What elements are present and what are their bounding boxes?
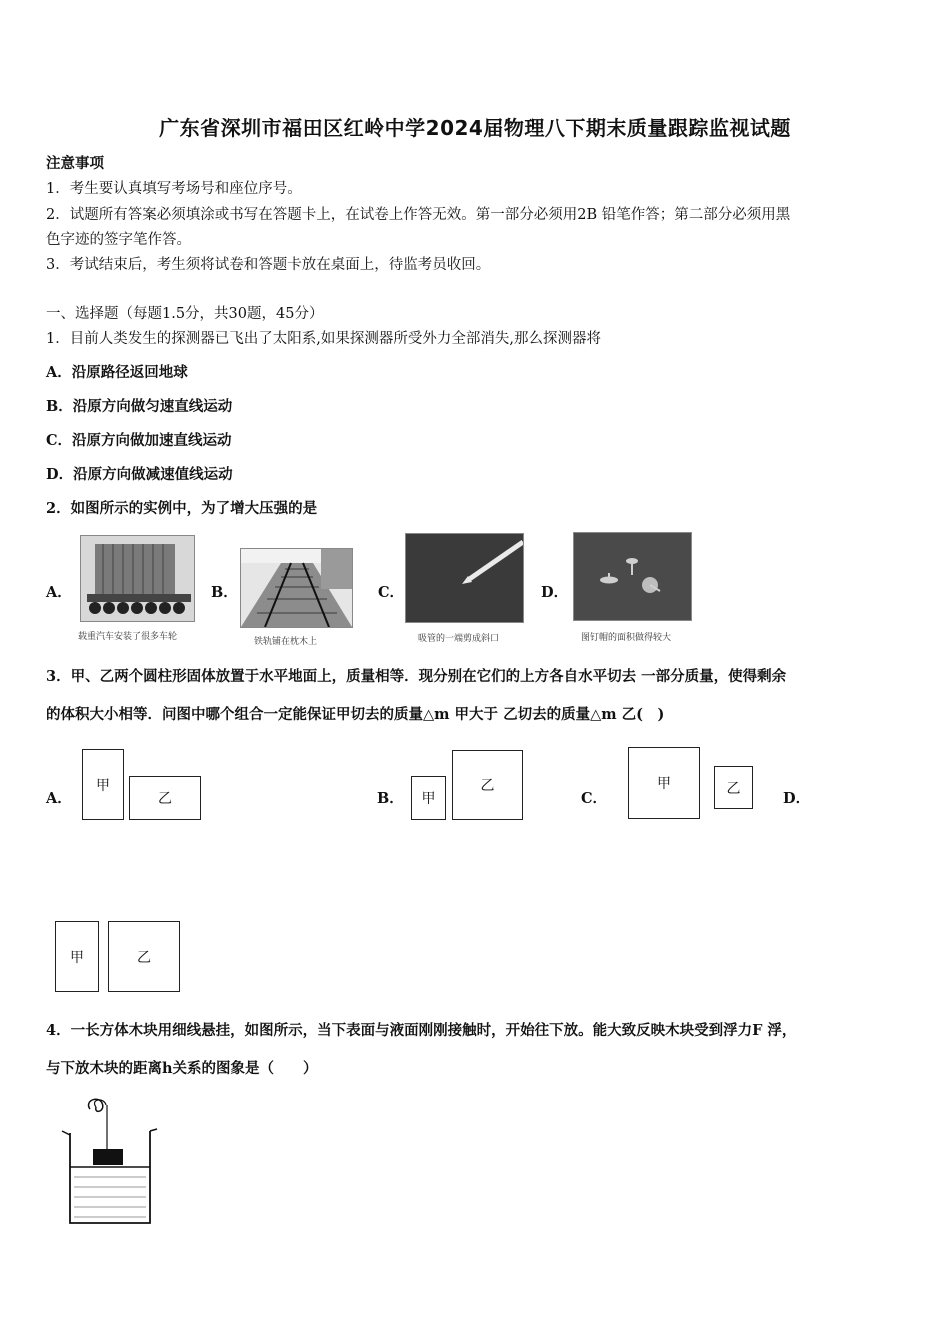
notice-item: 色字迹的签字笔作答。: [46, 232, 191, 248]
q3-stem-line1: 3．甲、乙两个圆柱形固体放置于水平地面上，质量相等．现分别在它们的上方各自水平切去 一部分质量，使得剩余: [46, 668, 787, 685]
beaker-diagram: [60, 1093, 160, 1228]
q1-option-a: A．沿原路径返回地球: [46, 364, 188, 381]
q3-stem-line2: 的体积大小相等．问图中哪个组合一定能保证甲切去的质量△m 甲大于 乙切去的质量△m 乙( ): [46, 706, 665, 723]
notice-item: 1．考生要认真填写考场号和座位序号。: [46, 181, 302, 197]
q1-option-c: C．沿原方向做加速直线运动: [46, 432, 232, 449]
q4-stem-line2: 与下放木块的距离h关系的图象是（ ）: [46, 1060, 318, 1077]
q2-caption-b: 铁轨铺在枕木上: [254, 637, 318, 647]
q3b-yi-box: 乙: [452, 750, 523, 820]
page-title: 广东省深圳市福田区红岭中学2024届物理八下期末质量跟踪监视试题: [159, 116, 791, 140]
notice-heading: 注意事项: [46, 155, 104, 172]
q2-label-b: B．: [211, 584, 238, 601]
railway-photo: [240, 548, 353, 628]
q3d-yi-box: 乙: [108, 921, 180, 992]
q2-label-c: C．: [378, 584, 405, 601]
q4-stem-line1: 4．一长方体木块用细线悬挂，如图所示，当下表面与液面刚刚接触时，开始往下放。能大致反映木块受到浮力F 浮，: [46, 1022, 797, 1039]
notice-item: 3．考试结束后，考生须将试卷和答题卡放在桌面上，待监考员收回。: [46, 257, 491, 273]
q3-label-c: C．: [581, 790, 608, 807]
q2-caption-c: 吸管的一端剪成斜口: [418, 634, 500, 644]
q2-caption-a: 载重汽车安装了很多车轮: [78, 632, 178, 642]
q2-label-a: A．: [46, 584, 72, 601]
q2-label-d: D．: [541, 584, 569, 601]
q1-stem: 1．目前人类发生的探测器已飞出了太阳系,如果探测器所受外力全部消失,那么探测器将: [46, 331, 601, 347]
q3-label-d: D．: [783, 790, 811, 807]
q3b-jia-box: 甲: [411, 776, 446, 820]
straw-photo: [405, 533, 524, 623]
q3a-yi-box: 乙: [129, 776, 201, 820]
section-heading: 一、选择题（每题1.5分，共30题，45分）: [46, 306, 324, 322]
q3-label-a: A．: [46, 790, 72, 807]
q3c-yi-box: 乙: [714, 766, 753, 809]
q1-option-d: D．沿原方向做减速值线运动: [46, 466, 233, 483]
q3d-jia-box: 甲: [55, 921, 99, 992]
thumbtack-photo: [573, 532, 692, 621]
truck-photo: [80, 535, 195, 622]
q3c-jia-box: 甲: [628, 747, 700, 819]
q2-stem: 2．如图所示的实例中，为了增大压强的是: [46, 500, 318, 517]
q3-label-b: B．: [377, 790, 404, 807]
q1-option-b: B．沿原方向做匀速直线运动: [46, 398, 233, 415]
q3a-jia-box: 甲: [82, 749, 124, 820]
notice-item: 2．试题所有答案必须填涂或书写在答题卡上，在试卷上作答无效。第一部分必须用2B 铅笔作答；第二部分必须用黑: [46, 207, 791, 223]
q2-caption-d: 图钉帽的面积做得较大: [581, 633, 672, 643]
